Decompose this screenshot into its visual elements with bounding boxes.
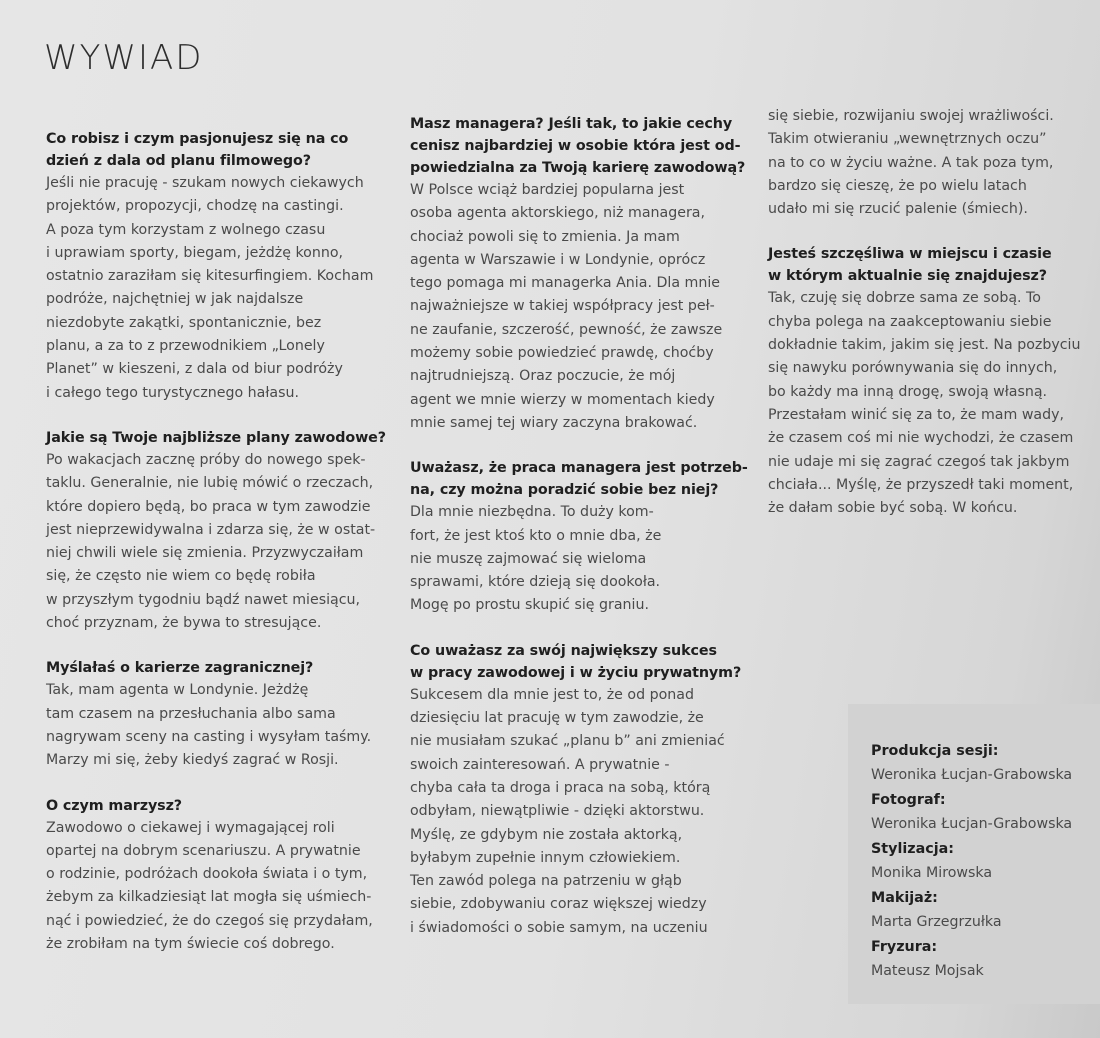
credit-name: Weronika Łucjan-Grabowska (871, 816, 1073, 832)
credit-role: Produkcja sesji: (871, 743, 999, 759)
qa-block (410, 113, 760, 435)
qa-block (768, 243, 1098, 520)
answer: Sukcesem dla mnie jest to, że od ponad dziesięciu lat pracuję w tym zawodzie, że nie musiałam szukać „planu b” ani zmieniać swoich zainteresowań. A prywatnie - chyba cała ta droga i praca na sobą, którą odbyłam, niewątpliwie - dzięki aktorstwu. Myślę, ze gdybym nie została aktorką, byłabym zupełnie innym człowiekiem. Ten zawód polega na patrzeniu w głąb siebie, zdobywaniu coraz większej wiedzy i świadomości o sobie samym, na uczeniu (410, 686, 725, 936)
qa-block (410, 457, 760, 617)
credit-name: Weronika Łucjan-Grabowska (871, 767, 1073, 783)
answer: się siebie, rozwijaniu swojej wrażliwości. Takim otwieraniu „wewnętrznych oczu” na to co w życiu ważne. A tak poza tym, bardzo się cieszę, że po wielu latach udało mi się rzucić palenie (śmiech). (768, 108, 1054, 218)
question: Jesteś szczęśliwa w miejscu i czasie w którym aktualnie się znajdujesz? (768, 246, 1052, 285)
qa-block (410, 640, 760, 940)
qa-block (46, 657, 396, 772)
answer: W Polsce wciąż bardziej popularna jest osoba agenta aktorskiego, niż managera, chociaż powoli się to zmienia. Ja mam agenta w Warszawie i w Londynie, oprócz tego pomaga mi managerka Ania. Dla mnie najważniejsze w takiej współpracy jest peł- ne zaufanie, szczerość, pewność, że zawsze możemy sobie powiedzieć prawdę, choćby najtrudniejszą. Oraz poczucie, że mój agent we mnie wierzy w momentach kiedy mnie samej tej wiary zaczyna brakować. (410, 182, 723, 431)
qa-block-continued (768, 105, 1098, 221)
answer: Jeśli nie pracuję - szukam nowych ciekawych projektów, propozycji, chodzę na castingi. A poza tym korzystam z wolnego czasu i uprawiam sporty, biegam, jeżdżę konno, ostatnio zaraziłam się kitesurfingiem. Kocham podróże, najchętniej w jak najdalsze niezdobyte zakątki, spontanicznie, bez planu, a za to z przewodnikiem „Lonely Planet” w kieszeni, z dala od biur podróży i całego tego turystycznego hałasu. (46, 175, 374, 401)
question: Uważasz, że praca managera jest potrzeb- na, czy można poradzić sobie bez niej? (410, 460, 748, 499)
credit-name: Mateusz Mojsak (871, 963, 984, 979)
question: Co robisz i czym pasjonujesz się na co dzień z dala od planu filmowego? (46, 131, 349, 169)
answer: Tak, mam agenta w Londynie. Jeżdżę tam czasem na przesłuchania albo sama nagrywam sceny na casting i wysyłam taśmy. Marzy mi się, żeby kiedyś zagrać w Rosji. (46, 682, 372, 769)
qa-block (46, 128, 396, 405)
credit-role: Stylizacja: (871, 841, 954, 857)
question: Masz managera? Jeśli tak, to jakie cechy cenisz najbardziej w osobie która jest od- powiedzialna za Twoją karierę zawodową? (410, 116, 746, 176)
column-3 (768, 105, 1098, 542)
credit-role: Makijaż: (871, 890, 938, 906)
answer: Zawodowo o ciekawej i wymagającej roli opartej na dobrym scenariuszu. A prywatnie o rodzinie, podróżach dookoła świata i o tym, żebym za kilkadziesiąt lat mogła się uśmiech- nąć i powiedzieć, że do czegoś się przydałam, że zrobiłam na tym świecie coś dobrego. (46, 819, 373, 953)
credit-role: Fryzura: (871, 939, 938, 955)
column-1 (46, 128, 396, 978)
answer: Dla mnie niezbędna. To duży kom- fort, że jest ktoś kto o mnie dba, że nie muszę zajmować się wieloma sprawami, które dzieją się dookoła. Mogę po prostu skupić się graniu. (410, 504, 662, 614)
page-heading: WYWIAD (44, 38, 204, 78)
question: Jakie są Twoje najbliższe plany zawodowe? (46, 429, 386, 446)
question: Co uważasz za swój największy sukces w pracy zawodowej i w życiu prywatnym? (410, 642, 742, 681)
credits-list (871, 739, 1072, 984)
question: Myślałaś o karierze zagranicznej? (46, 660, 314, 677)
qa-block (46, 795, 396, 957)
column-2 (410, 113, 760, 962)
answer: Tak, czuję się dobrze sama ze sobą. To chyba polega na zaakceptowaniu siebie dokładnie takim, jakim się jest. Na pozbyciu się nawyku porównywania się do innych, bo każdy ma inną drogę, swoją własną. Przestałam winić się za to, że mam wady, że czasem coś mi nie wychodzi, że czasem nie udaje mi się zagrać czegoś tak jakbym chciała... Myślę, że przyszedł taki moment, że dałam sobie być sobą. W końcu. (768, 290, 1081, 517)
credits-box (848, 704, 1100, 1004)
qa-block (46, 427, 396, 635)
credit-name: Monika Mirowska (871, 865, 993, 881)
answer: Po wakacjach zacznę próby do nowego spek- taklu. Generalnie, nie lubię mówić o rzeczach, które dopiero będą, bo praca w tym zawodzie jest nieprzewidywalna i zdarza się, że w ostat- niej chwili wiele się zmienia. Przyzwyczaiłam się, że często nie wiem co będę robiła w przyszłym tygodniu bądź nawet miesiącu, choć przyznam, że bywa to stresujące. (46, 451, 376, 632)
credit-name: Marta Grzegrzułka (871, 914, 1002, 930)
question: O czym marzysz? (46, 797, 182, 814)
credit-role: Fotograf: (871, 792, 946, 808)
